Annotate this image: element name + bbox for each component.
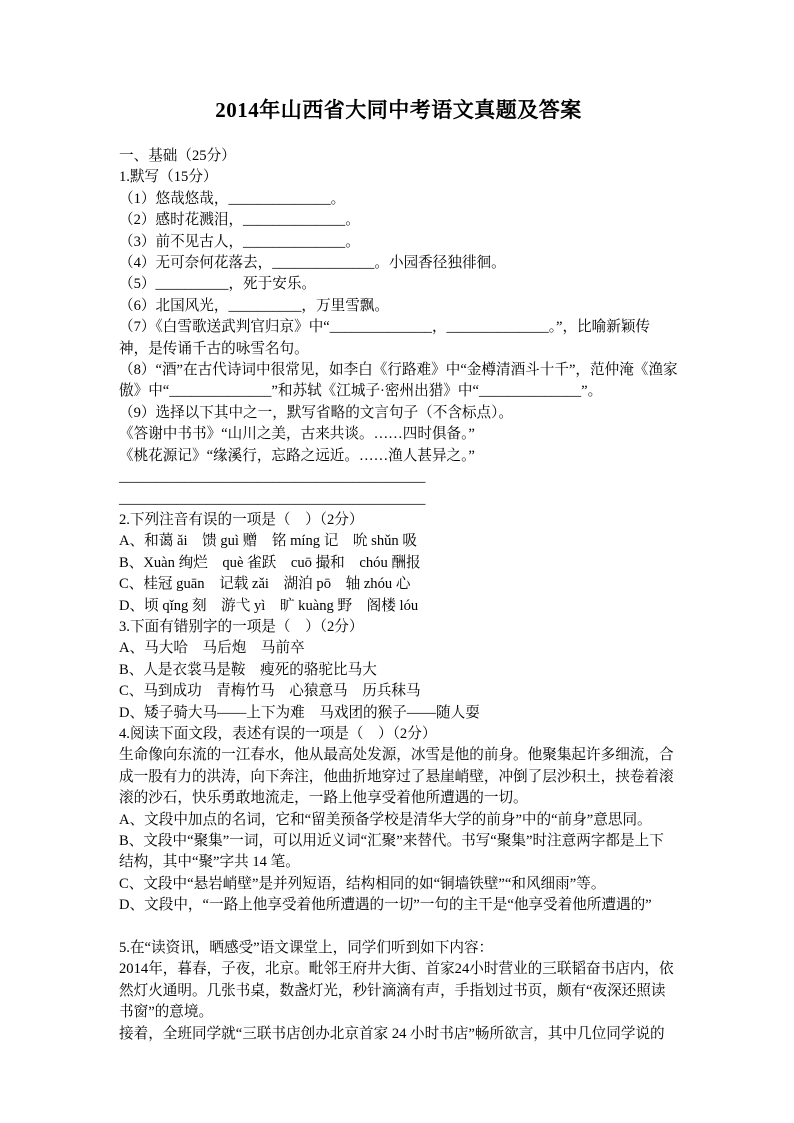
text-line: 3.下面有错别字的一项是（ ）（2分） [119, 618, 364, 635]
text-line: 生命像向东流的一江春水，他从最高处发源，冰雪是他的前身。他聚集起许多细流，合成一股有力的洪涛，向下奔注，他曲折地穿过了悬崖峭壁，冲倒了层沙积土，挟卷着滚滚的沙石，快乐勇敢地流走，一路上他享受着他所遭遇的一切。 [119, 747, 674, 807]
text-line: 2.下列注音有误的一项是（ ）（2分） [119, 511, 364, 528]
text-line: 一、基础（25分） [119, 148, 236, 164]
text-line: B、文段中“聚集”一词，可以用近义词“汇聚”来替代。书写“聚集”时注意两字都是上下结构，其中“聚”字共 14 笔。 [119, 833, 664, 871]
text-line: （8）“酒”在古代诗词中很常见，如李白《行路难》中“金樽清酒斗十千”，范仲淹《渔家傲》中“______________”和苏轼《江城子·密州出猎》中“______________”。 [119, 362, 678, 400]
text-line: D、矮子骑大马——上下为难 马戏团的猴子——随人耍 [119, 704, 480, 721]
text-line: 5.在“读资讯，晒感受”语文课堂上，同学们听到如下内容： [119, 940, 494, 957]
document-body [119, 146, 678, 1045]
text-line: 《桃花源记》“缘溪行，忘路之远近。……渔人甚异之。” [119, 447, 475, 464]
answer-blank-line: __________________________________________ [119, 490, 426, 507]
text-line: （1）悠哉悠哉，______________。 [119, 190, 346, 207]
text-line: B、人是衣裳马是鞍 瘦死的骆驼比马大 [119, 661, 377, 678]
text-line: A、马大哈 马后炮 马前卒 [119, 640, 305, 657]
text-line: D、顷 qǐng 刻 游弋 yì 旷 kuàng 野 阁楼 lóu [119, 597, 419, 614]
text-line: （6）北国风光，__________，万里雪飘。 [119, 297, 389, 314]
text-line: C、马到成功 青梅竹马 心猿意马 历兵秣马 [119, 683, 421, 700]
text-line: C、文段中“悬岩峭壁”是并列短语，结构相同的如“铜墙铁壁”“和风细雨”等。 [119, 875, 606, 892]
text-line: 2014年，暮春，子夜，北京。毗邻王府井大街、首家24小时营业的三联韬奋书店内，依然灯火通明。几张书桌，数盏灯光，秒针滴滴有声，手指划过书页，颇有“夜深还照读书窗”的意境。 [119, 961, 674, 1021]
text-line: B、Xuàn 绚烂 què 雀跃 cuō 撮和 chóu 酬报 [119, 554, 421, 571]
page-title: 2014年山西省大同中考语文真题及答案 [215, 98, 582, 122]
answer-blank-line: __________________________________________ [119, 469, 426, 486]
text-line: D、文段中，“一路上他享受着他所遭遇的一切”一句的主干是“他享受着他所遭遇的” [119, 897, 652, 914]
text-line: （2）感时花溅泪，______________。 [119, 212, 360, 229]
text-line: C、桂冠 guān 记载 zǎi 湖泊 pō 轴 zhóu 心 [119, 576, 411, 593]
text-line: （4）无可奈何花落去，______________。小园香径独徘徊。 [119, 255, 506, 272]
text-line: 接着，全班同学就“三联书店创办北京首家 24 小时书店”畅所欲言，其中几位同学说的 [119, 1025, 665, 1042]
text-line: （9）选择以下其中之一，默写省略的文言句子（不含标点）。 [119, 404, 514, 421]
text-line: （3）前不见古人，______________。 [119, 233, 360, 250]
text-line: （7）《白雪歌送武判官归京》中“______________，______________。”，比喻新颖传神，是传诵千古的咏雪名句。 [119, 319, 651, 357]
blank-line [119, 917, 678, 938]
text-line: 4.阅读下面文段，表述有误的一项是（ ）（2分） [119, 725, 437, 742]
text-line: 《答谢中书书》“山川之美，古来共谈。……四时俱备。” [119, 426, 475, 443]
text-line: 1.默写（15分） [119, 169, 218, 186]
text-line: A、文段中加点的名词，它和“留美预备学校是清华大学的前身”中的“前身”意思同。 [119, 811, 652, 828]
text-line: A、和蔼 ǎi 馈 guì 赠 铭 míng 记 吮 shǔn 吸 [119, 533, 417, 550]
text-line: （5）__________，死于安乐。 [119, 276, 317, 293]
